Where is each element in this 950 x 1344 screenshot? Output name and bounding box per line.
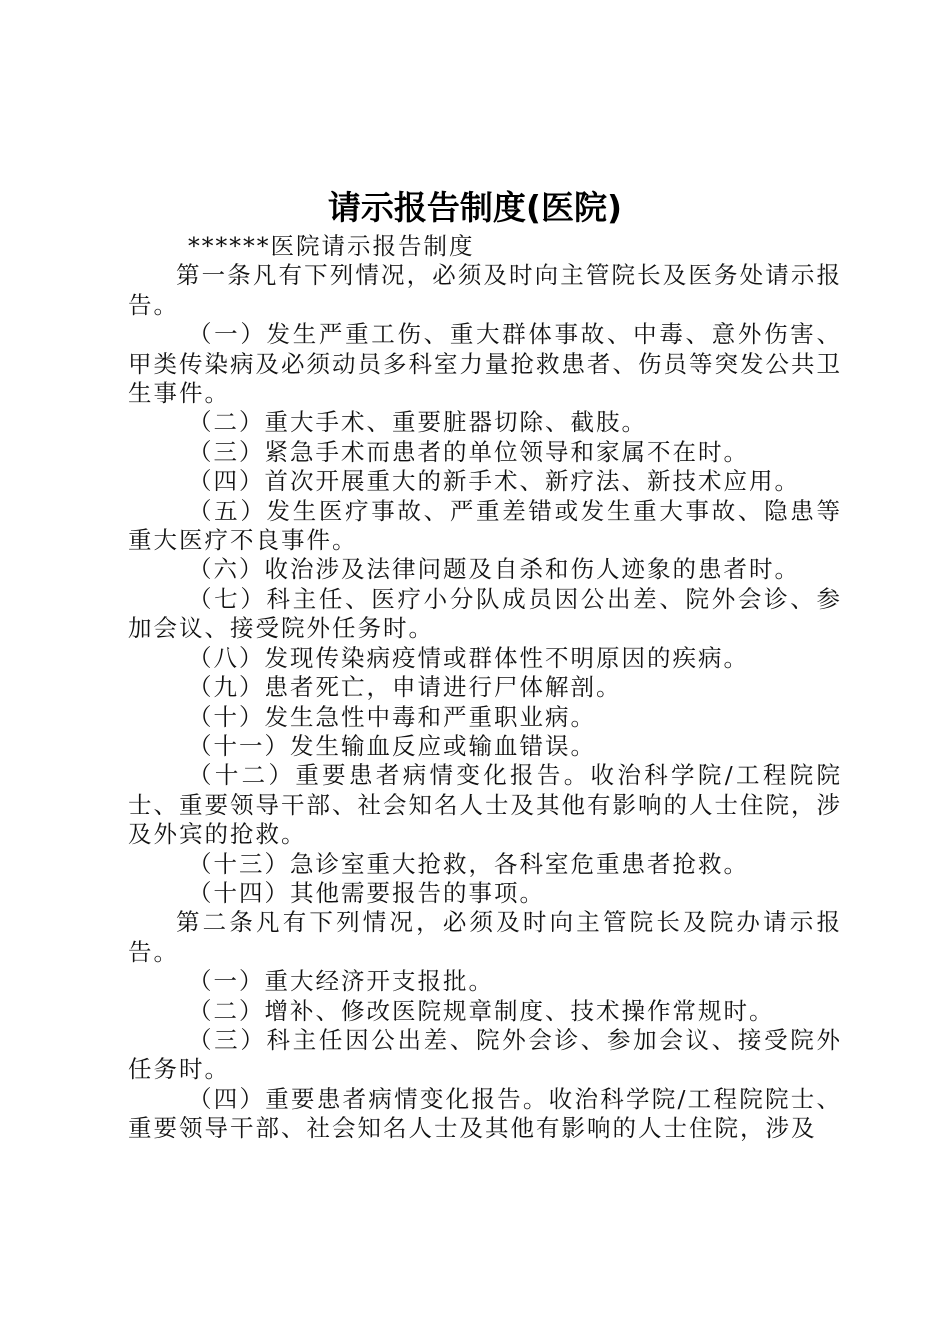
article-1-item-14: （十四）其他需要报告的事项。 bbox=[188, 878, 545, 907]
article-1-item-8: （八）发现传染病疫情或群体性不明原因的疾病。 bbox=[188, 643, 749, 672]
article-1-item-3: （三）紧急手术而患者的单位领导和家属不在时。 bbox=[188, 437, 749, 466]
article-2-item-2: （二）增补、修改医院规章制度、技术操作常规时。 bbox=[188, 996, 775, 1025]
article-2-item-3: （三）科主任因公出差、院外会诊、参加会议、接受院外任务时。 bbox=[128, 1025, 842, 1084]
article-1-item-12: （十二）重要患者病情变化报告。收治科学院/工程院院士、重要领导干部、社会知名人士及其他有影响的人士住院，涉及外宾的抢救。 bbox=[128, 761, 842, 849]
article-2-item-1: （一）重大经济开支报批。 bbox=[188, 967, 494, 996]
article-2-heading: 第二条凡有下列情况，必须及时向主管院长及院办请示报告。 bbox=[128, 908, 842, 966]
article-1-heading: 第一条凡有下列情况，必须及时向主管院长及医务处请示报告。 bbox=[128, 261, 842, 319]
article-1-item-11: （十一）发生输血反应或输血错误。 bbox=[188, 731, 596, 760]
article-1-item-10: （十）发生急性中毒和严重职业病。 bbox=[188, 702, 596, 731]
document-body bbox=[128, 232, 842, 1144]
article-1-item-6: （六）收治涉及法律问题及自杀和伤人迹象的患者时。 bbox=[188, 555, 800, 584]
article-1-item-5: （五）发生医疗事故、严重差错或发生重大事故、隐患等重大医疗不良事件。 bbox=[128, 496, 842, 555]
article-1-item-13: （十三）急诊室重大抢救，各科室危重患者抢救。 bbox=[188, 849, 749, 878]
article-2-item-4: （四）重要患者病情变化报告。收治科学院/工程院院士、重要领导干部、社会知名人士及其他有影响的人士住院，涉及 bbox=[128, 1084, 842, 1143]
article-1-item-2: （二）重大手术、重要脏器切除、截肢。 bbox=[188, 408, 647, 437]
article-1-item-1: （一）发生严重工伤、重大群体事故、中毒、意外伤害、甲类传染病及必须动员多科室力量抢救患者、伤员等突发公共卫生事件。 bbox=[128, 320, 842, 408]
document-title: 请示报告制度(医院) bbox=[327, 188, 623, 227]
document-subtitle-paragraph: ******医院请示报告制度 bbox=[188, 232, 475, 260]
article-1-item-4: （四）首次开展重大的新手术、新疗法、新技术应用。 bbox=[188, 467, 800, 496]
article-1-item-7: （七）科主任、医疗小分队成员因公出差、院外会诊、参加会议、接受院外任务时。 bbox=[128, 584, 842, 643]
article-1-item-9: （九）患者死亡，申请进行尸体解剖。 bbox=[188, 673, 622, 702]
